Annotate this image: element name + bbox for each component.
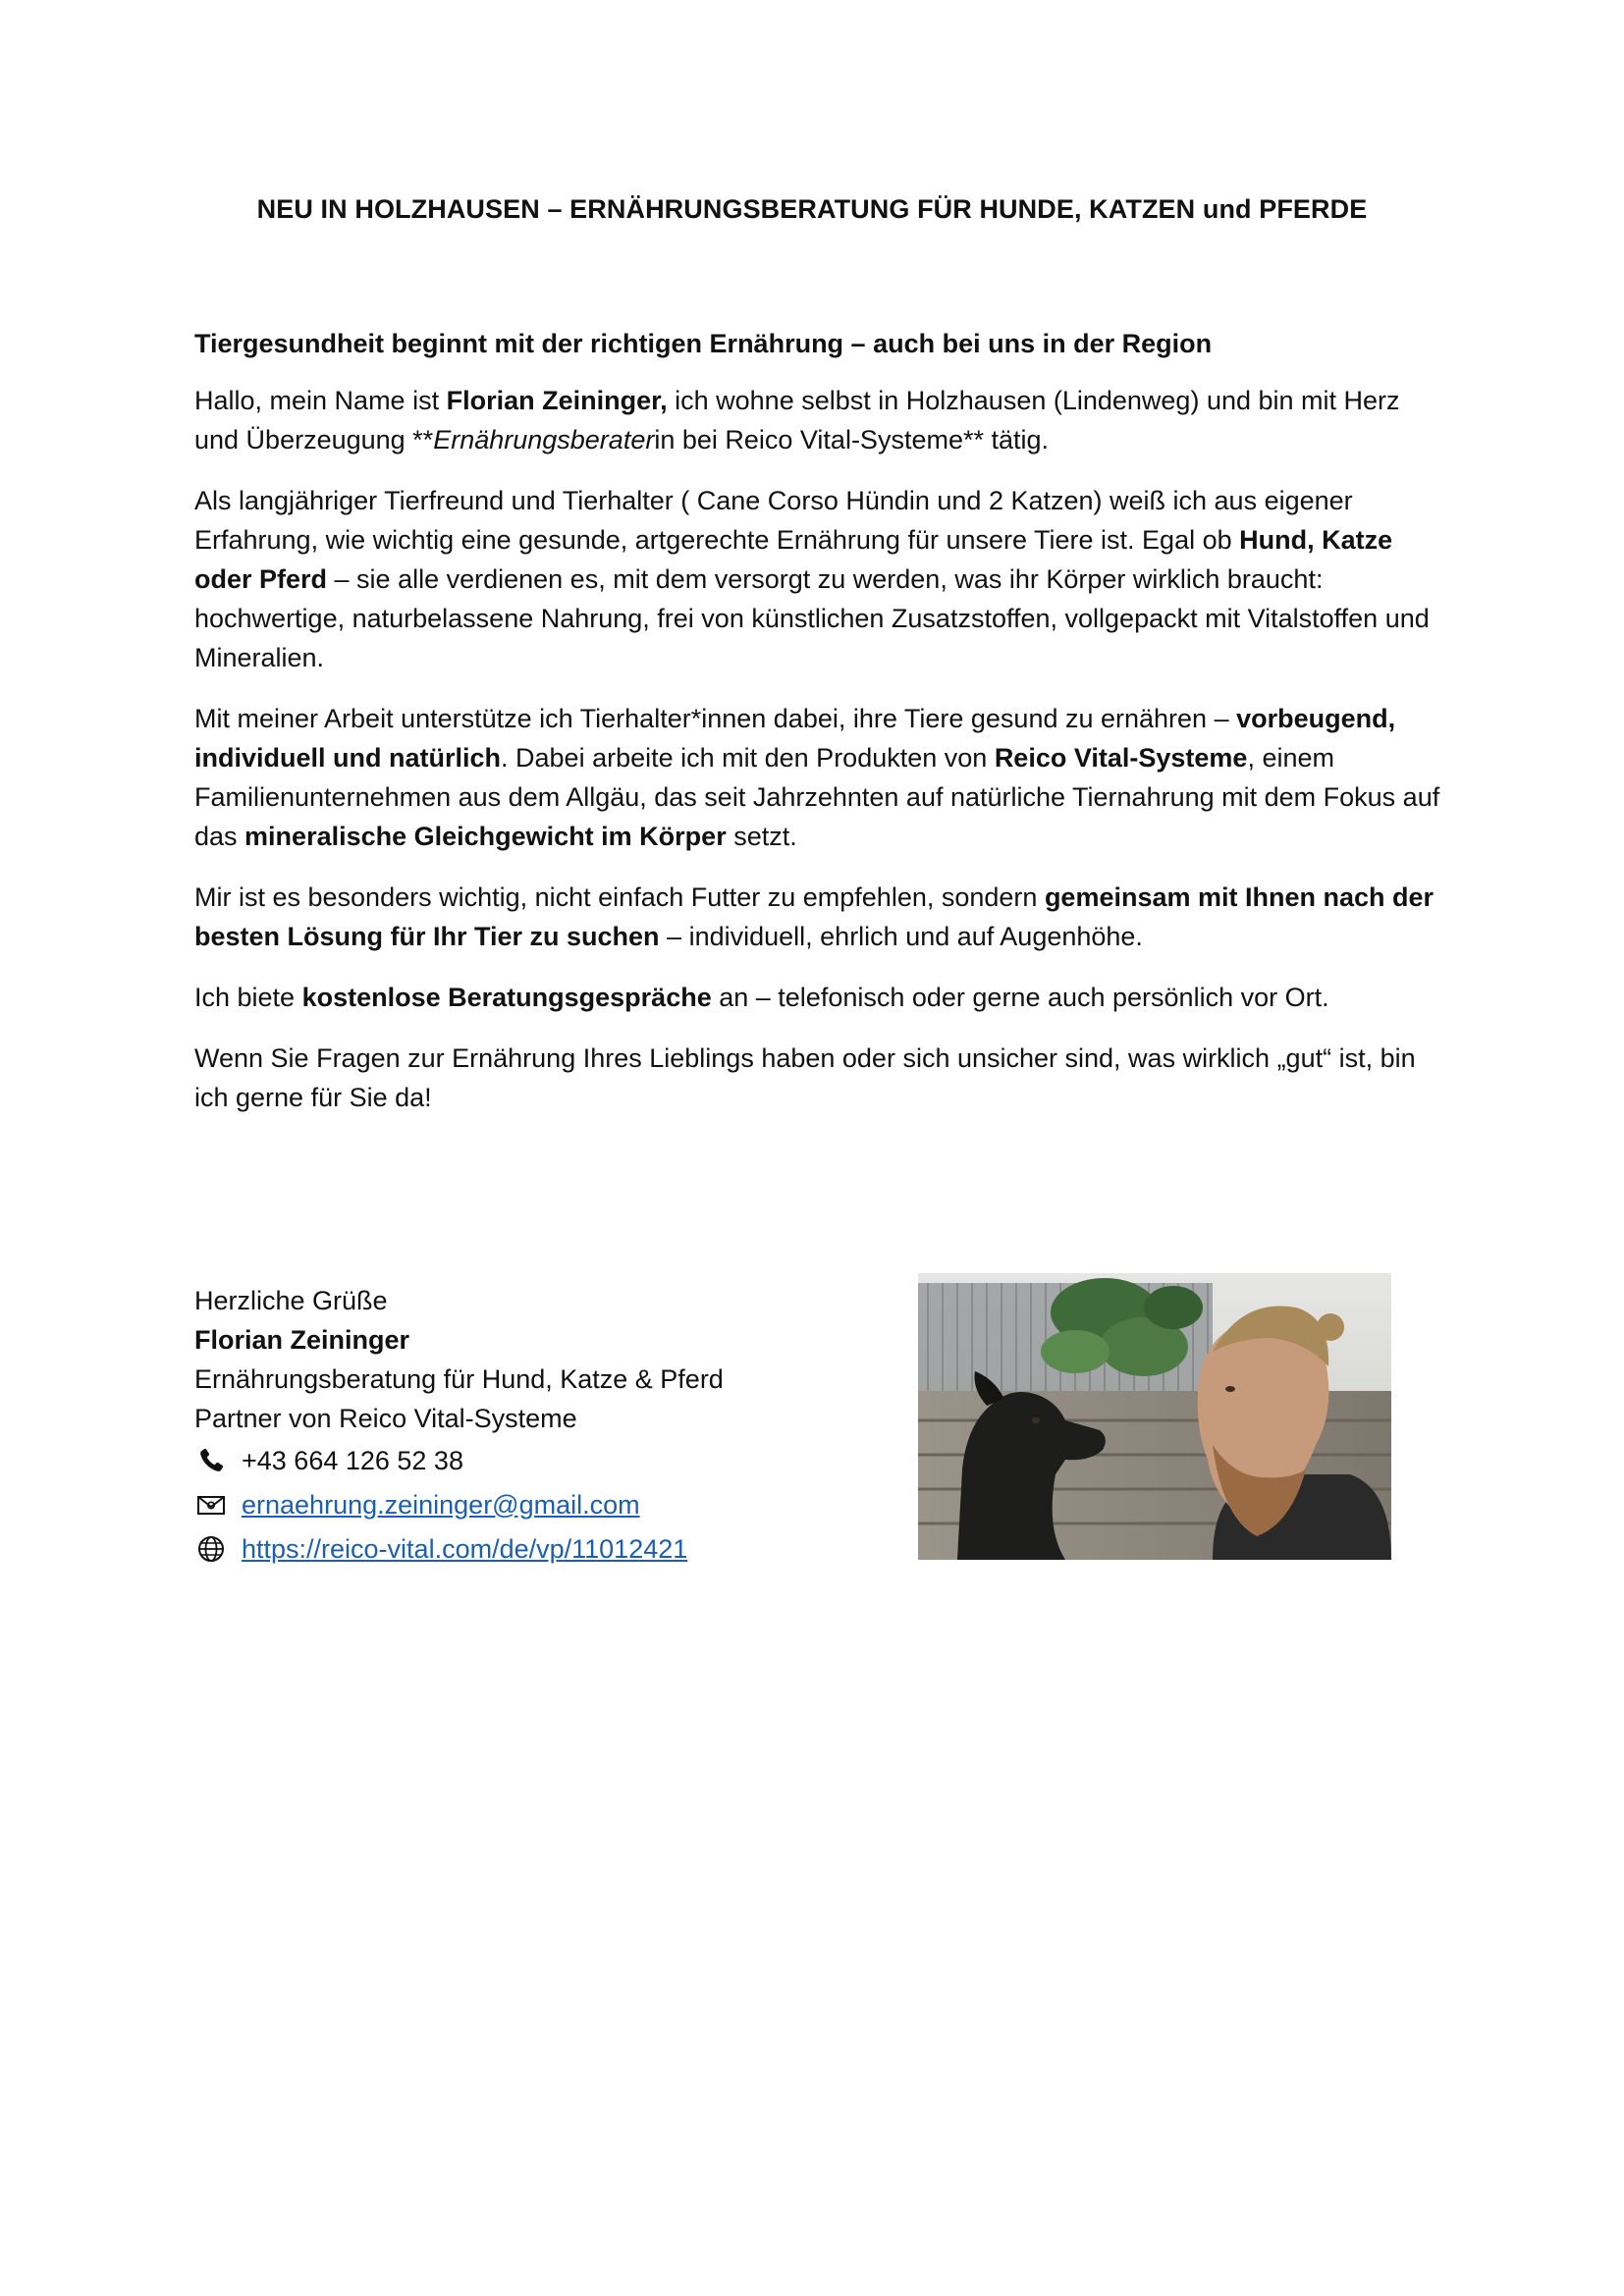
phone-number[interactable]: +43 664 126 52 38 — [242, 1445, 463, 1475]
text: Als langjähriger Tierfreund und Tierhalter ( Cane Corso Hündin und 2 Katzen) weiß ich aus eigener Erfahrung, wie wichtig eine gesunde, artgerechte Ernährung für unsere Tiere ist. Egal ob — [194, 486, 1353, 555]
text: Ich biete — [194, 983, 302, 1012]
email-link[interactable]: ernaehrung.zeininger@gmail.com — [242, 1489, 640, 1520]
signature-block — [194, 1281, 882, 1571]
tree-leaves — [1041, 1278, 1203, 1376]
text: Mit meiner Arbeit unterstütze ich Tierhalter*innen dabei, ihre Tiere gesund zu ernähren – — [194, 704, 1237, 733]
photo-man-with-dog — [918, 1273, 1391, 1560]
text: ** — [412, 425, 434, 454]
bold-text: vorbeugend, individuell und natürlich — [194, 704, 1396, 773]
subheading: Tiergesundheit beginnt mit der richtigen Ernährung – auch bei uns in der Region — [194, 329, 1213, 358]
bold-text: mineralische Gleichgewicht im Körper — [244, 822, 727, 851]
phone-icon — [194, 1444, 228, 1477]
offer-paragraph — [194, 978, 1441, 1017]
greeting: Herzliche Grüße — [194, 1286, 388, 1315]
website-link[interactable]: https://reico-vital.com/de/vp/11012421 — [242, 1533, 688, 1564]
approach-paragraph — [194, 878, 1441, 956]
text: setzt. — [726, 822, 797, 851]
text: – sie alle verdienen es, mit dem versorgt zu werden, was ihr Körper wirklich braucht: hochwertige, naturbelassene Nahrung, frei von künstlichen Zusatzstoffen, vollgepackt mit Vitalstoffen und Mineralien. — [194, 564, 1430, 672]
main-content — [194, 324, 1441, 1139]
experience-paragraph — [194, 481, 1441, 677]
page-title: NEU IN HOLZHAUSEN – ERNÄHRUNGSBERATUNG FÜR HUNDE, KATZEN und PFERDE — [256, 194, 1368, 224]
text: Mir ist es besonders wichtig, nicht einfach Futter zu empfehlen, sondern — [194, 882, 1045, 912]
signature-role: Ernährungsberatung für Hund, Katze & Pferd — [194, 1364, 724, 1394]
bold-text: gemeinsam mit Ihnen nach der besten Lösung für Ihr Tier zu suchen — [194, 882, 1435, 951]
text: – individuell, ehrlich und auf Augenhöhe. — [659, 922, 1143, 951]
envelope-icon — [194, 1488, 228, 1522]
intro-paragraph — [194, 381, 1441, 459]
text: ich wohne selbst in Holzhausen (Lindenweg) und bin mit Herz und Überzeugung — [194, 386, 1400, 454]
text: . Dabei arbeite ich mit den Produkten von — [501, 743, 995, 773]
author-name-inline: Florian Zeininger, — [446, 386, 668, 415]
text: , einem Familienunternehmen aus dem Allgäu, das seit Jahrzehnten auf natürliche Tiernahrung mit dem Fokus auf das — [194, 743, 1440, 851]
work-paragraph — [194, 699, 1441, 856]
signature-partner: Partner von Reico Vital-Systeme — [194, 1404, 577, 1433]
closing-paragraph: Wenn Sie Fragen zur Ernährung Ihres Lieblings haben oder sich unsicher sind, was wirklich „gut“ ist, bin ich gerne für Sie da! — [194, 1043, 1416, 1112]
text: Hallo, mein Name ist — [194, 386, 447, 415]
bold-text: Reico Vital-Systeme — [994, 743, 1248, 773]
bold-text: Hund, Katze oder Pferd — [194, 525, 1393, 594]
signature-name: Florian Zeininger — [194, 1325, 410, 1355]
bold-text: kostenlose Beratungsgespräche — [301, 983, 712, 1012]
globe-icon — [194, 1532, 228, 1566]
text: an – telefonisch oder gerne auch persönlich vor Ort. — [711, 983, 1329, 1012]
contact-email — [194, 1482, 882, 1526]
contact-website — [194, 1526, 882, 1571]
contact-phone — [194, 1438, 882, 1482]
text: in bei Reico Vital-Systeme** tätig. — [654, 425, 1050, 454]
italic-title: Ernährungsberater — [433, 425, 655, 454]
